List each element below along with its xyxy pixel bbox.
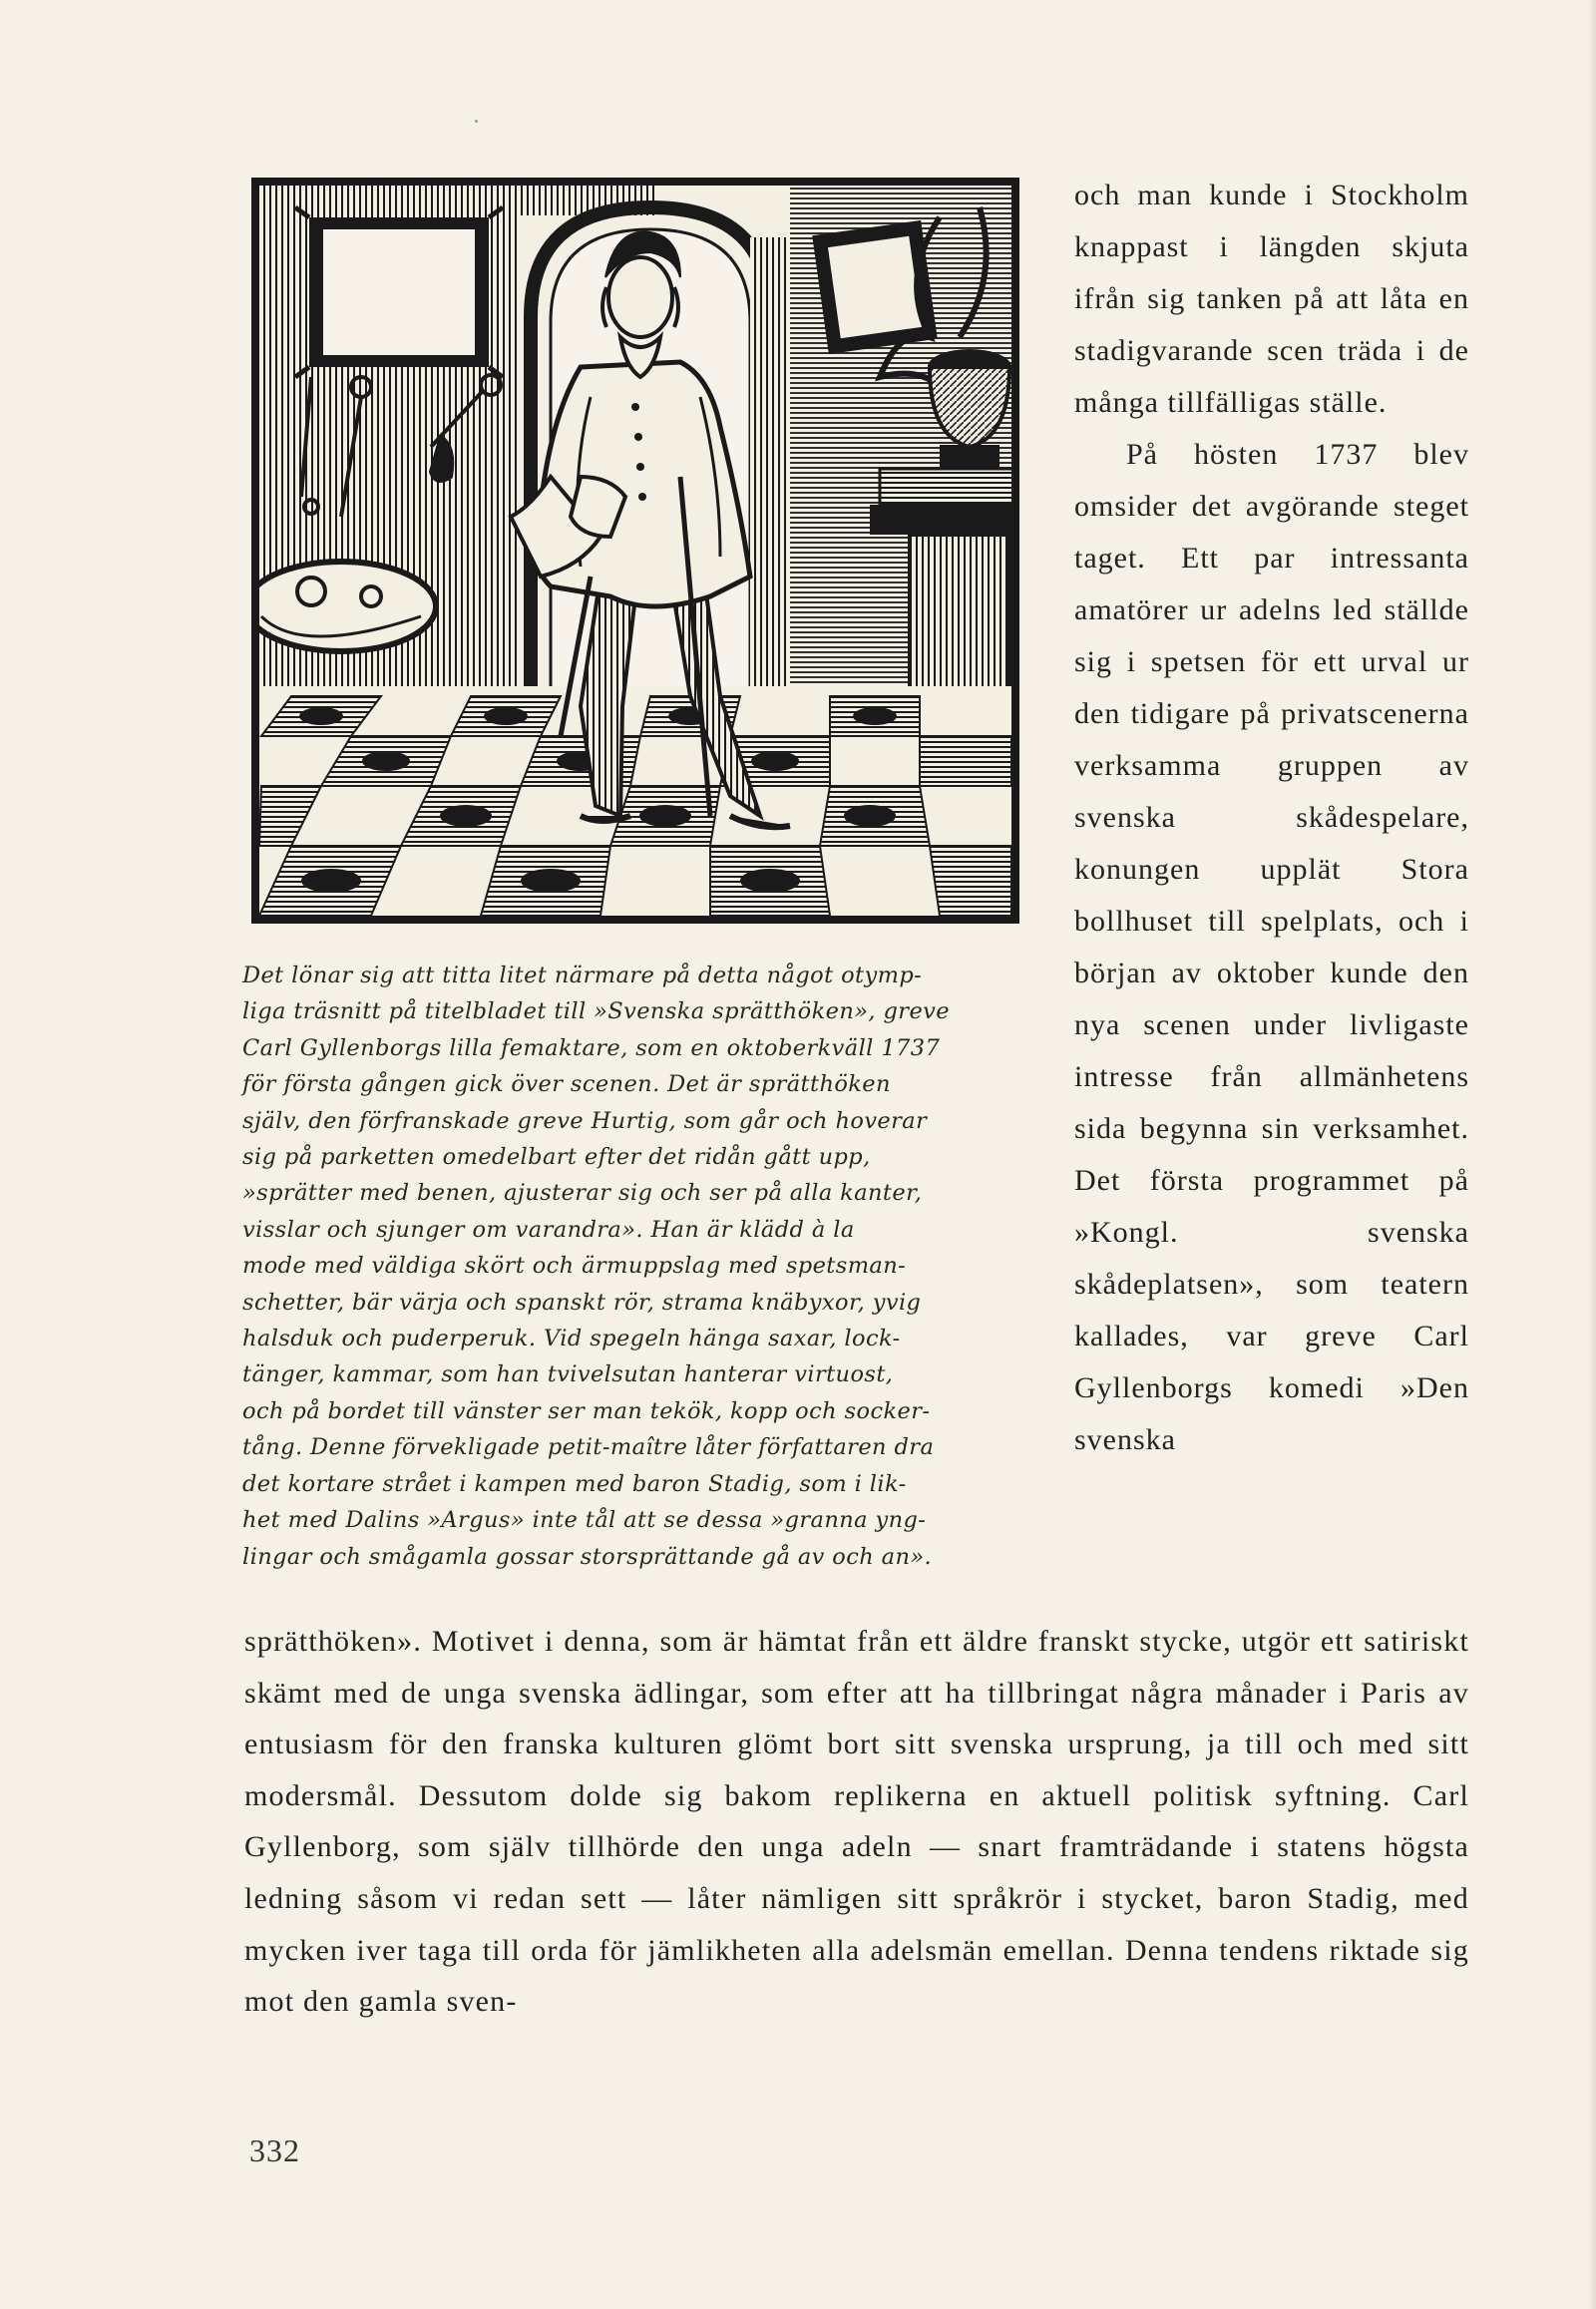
mirror bbox=[295, 207, 503, 377]
caption-line: det kortare strået i kampen med baron Stadig, som i lik- bbox=[242, 1470, 907, 1497]
caption-line: Carl Gyllenborgs lilla femaktare, som en oktoberkväll 1737 bbox=[242, 1034, 941, 1061]
body-text bbox=[244, 1616, 1469, 2028]
caption-line: visslar och sjunger om varandra». Han är klädd à la bbox=[242, 1216, 855, 1243]
woodcut-illustration bbox=[251, 178, 1019, 924]
figure-caption bbox=[242, 958, 1030, 1575]
paper-speck bbox=[475, 120, 478, 123]
caption-line: tänger, kammar, som han tvivelsutan hanterar virtuost, bbox=[242, 1361, 894, 1388]
caption-line: liga träsnitt på titelbladet till »Svenska sprätthöken», greve bbox=[242, 998, 951, 1025]
right-column-text bbox=[1074, 170, 1469, 1466]
caption-line: halsduk och puderperuk. Vid spegeln hänga saxar, lock- bbox=[242, 1326, 901, 1352]
page-number: 332 bbox=[249, 2132, 300, 2168]
caption-line: »sprätter med benen, ajusterar sig och ser på alla kanter, bbox=[242, 1180, 923, 1207]
page-edge bbox=[1588, 0, 1596, 2309]
column-paragraph: På hösten 1737 blev omsider det avgörande steget taget. Ett par intressanta amatörer ur adelns led ställde sig i spetsen för ett urval ur den tidigare på privatscenerna verksamma gruppen av svenska skådespelare, konungen upplät Stora bollhuset till spelplats, och i början av oktober kunde den nya scenen under livligaste intresse från allmänhetens sida begynna sin verksamhet. Det första programmet på »Kongl. svenska skådeplatsen», som teatern kallades, var greve Carl Gyllenborgs komedi »Den svenska bbox=[1074, 438, 1469, 1456]
column-paragraph: och man kunde i Stockholm knappast i längden skjuta ifrån sig tanken på att låta en stadigvarande scen träda i de många tillfälligas ställe. bbox=[1074, 179, 1469, 419]
checkered-floor bbox=[259, 686, 1011, 916]
caption-line: själv, den förfranskade greve Hurtig, som går och hoverar bbox=[242, 1107, 928, 1134]
caption-line: schetter, bär värja och spanskt rör, strama knäbyxor, yvig bbox=[242, 1289, 922, 1316]
caption-line: för första gången gick över scenen. Det är sprätthöken bbox=[242, 1071, 891, 1098]
caption-line: lingar och smågamla gossar storsprättande gå av och an». bbox=[242, 1543, 933, 1570]
caption-line: tång. Denne förvekligade petit-maître låter författaren dra bbox=[242, 1434, 935, 1461]
caption-line: Det lönar sig att titta litet närmare på detta något otymp- bbox=[242, 962, 923, 988]
caption-line: mode med väldiga skört och ärmuppslag med spetsman- bbox=[242, 1253, 907, 1280]
caption-line: och på bordet till vänster ser man tekök, kopp och socker- bbox=[242, 1397, 931, 1424]
caption-line: sig på parketten omedelbart efter det ridån gått upp, bbox=[242, 1144, 871, 1171]
body-paragraph: sprätthöken». Motivet i denna, som är hämtat från ett äldre franskt stycke, utgör ett satiriskt skämt med de unga svenska ädlingar, som efter att ha tillbringat några månader i Paris av entusiasm för den franska kulturen glömt bort sitt svenska ursprung, ja till och med sitt modersmål. Dessutom dolde sig bakom replikerna en aktuell politisk syftning. Carl Gyllenborg, som själv tillhörde den unga adeln — snart framträdande i statens högsta ledning såsom vi redan sett — låter nämligen sitt språkrör i stycket, baron Stadig, med mycken iver taga till orda för jämlikheten alla adelsmän emellan. Denna tendens riktade sig mot den gamla sven- bbox=[244, 1625, 1469, 2019]
caption-line: het med Dalins »Argus» inte tål att se dessa »granna yng- bbox=[242, 1507, 927, 1534]
